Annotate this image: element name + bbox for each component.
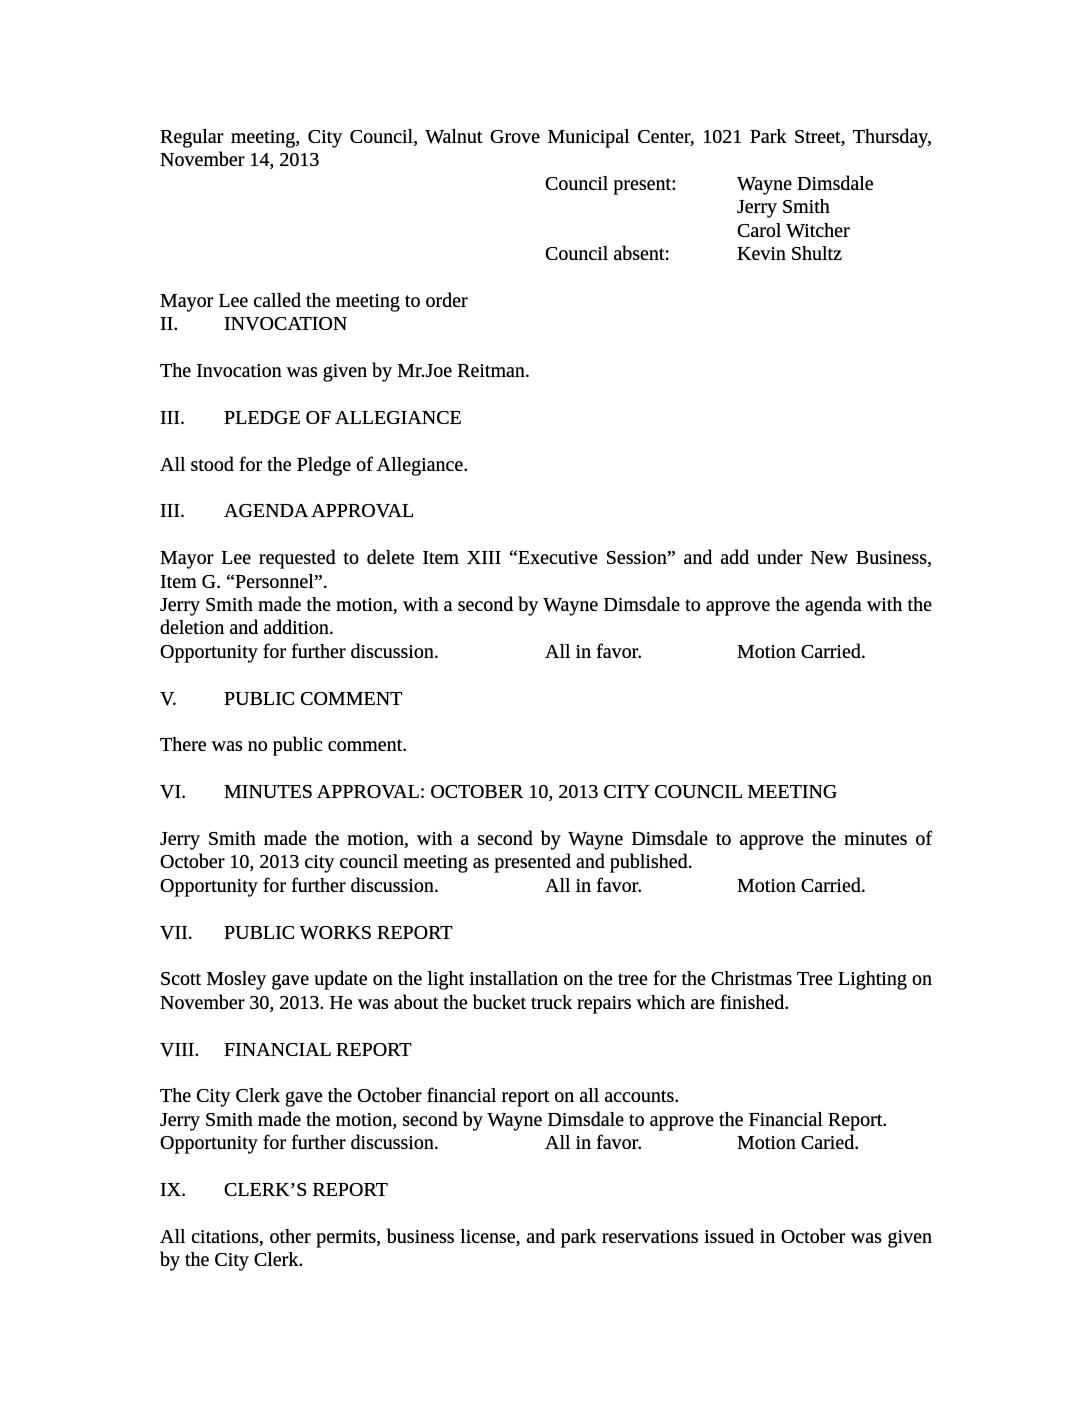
section-title: PUBLIC WORKS REPORT [224,921,453,944]
motion-result-text: Motion Caried. [737,1132,860,1155]
call-to-order-line: Mayor Lee called the meeting to order [160,289,468,312]
council-attendance [160,173,932,267]
section-paragraph: Jerry Smith made the motion, with a second by Wayne Dimsdale to approve the agenda with the deletion and addition. [160,594,932,640]
section-heading-public-works [160,922,932,945]
section-body-clerks-report [160,1226,932,1273]
section-number: VII. [160,921,193,944]
motion-favor-text: All in favor. [545,874,643,897]
section-heading-invocation [160,313,932,336]
council-present-row [160,220,932,243]
council-member-name: Carol Witcher [737,219,850,242]
section-number: VI. [160,781,187,804]
section-body-minutes-approval [160,828,932,898]
section-paragraph: The Invocation was given by Mr.Joe Reitman. [160,360,530,383]
council-absent-row [160,243,932,266]
motion-result-row [160,1132,932,1155]
indent-spacer [160,220,545,243]
council-present-label: Council present: [545,172,677,195]
section-title: PUBLIC COMMENT [224,687,403,710]
section-paragraph: There was no public comment. [160,734,408,757]
section-title: AGENDA APPROVAL [224,500,415,523]
intro-paragraph: Regular meeting, City Council, Walnut Grove Municipal Center, 1021 Park Street, Thursday, November 14, 2013 [160,126,932,172]
indent-spacer [160,173,545,196]
section-number: IX. [160,1179,187,1202]
section-number: V. [160,687,177,710]
section-paragraph: The City Clerk gave the October financial report on all accounts. [160,1085,680,1108]
section-paragraph: Jerry Smith made the motion, with a second by Wayne Dimsdale to approve the minutes of October 10, 2013 city council meeting as presented and published. [160,828,932,874]
section-heading-agenda-approval [160,500,932,523]
section-body-public-comment [160,734,932,757]
section-body-public-works [160,968,932,1015]
council-label-empty [545,196,737,219]
section-number: III. [160,406,185,429]
motion-result-row [160,875,932,898]
council-present-row [160,196,932,219]
section-title: FINANCIAL REPORT [224,1038,412,1061]
section-body-agenda-approval [160,547,932,664]
council-present-row [160,173,932,196]
section-paragraph: Mayor Lee requested to delete Item XIII “Executive Session” and add under New Business, Item G. “Personnel”. [160,547,932,593]
section-title: MINUTES APPROVAL: OCTOBER 10, 2013 CITY COUNCIL MEETING [224,781,838,804]
council-label-empty [545,220,737,243]
council-member-name: Kevin Shultz [737,243,842,266]
section-number: II. [160,313,179,336]
section-heading-pledge [160,407,932,430]
motion-result-text: Motion Carried. [737,874,866,897]
council-absent-label: Council absent: [545,243,670,266]
section-body-invocation [160,360,932,383]
council-member-name: Jerry Smith [737,196,830,219]
section-paragraph: All citations, other permits, business license, and park reservations issued in October was given by the City Clerk. [160,1225,932,1272]
section-paragraph: Scott Mosley gave update on the light installation on the tree for the Christmas Tree Lighting on November 30, 2013. He was about the bucket truck repairs which are finished. [160,968,932,1014]
section-paragraph: All stood for the Pledge of Allegiance. [160,453,469,476]
section-title: CLERK’S REPORT [224,1179,388,1202]
section-title: PLEDGE OF ALLEGIANCE [224,406,462,429]
motion-favor-text: All in favor. [545,1132,643,1155]
section-title: INVOCATION [224,313,348,336]
section-number: III. [160,500,185,523]
indent-spacer [160,196,545,219]
section-paragraph: Jerry Smith made the motion, second by Wayne Dimsdale to approve the Financial Report. [160,1108,888,1131]
motion-discussion-text: Opportunity for further discussion. [160,874,439,897]
section-heading-financial-report [160,1039,932,1062]
motion-result-row [160,641,932,664]
council-member-name: Wayne Dimsdale [737,172,874,195]
section-number: VIII. [160,1038,200,1061]
section-heading-clerks-report [160,1179,932,1202]
section-body-financial-report [160,1085,932,1155]
motion-discussion-text: Opportunity for further discussion. [160,640,439,663]
section-body-pledge [160,454,932,477]
motion-result-text: Motion Carried. [737,640,866,663]
indent-spacer [160,243,545,266]
motion-discussion-text: Opportunity for further discussion. [160,1132,439,1155]
section-heading-public-comment [160,688,932,711]
motion-favor-text: All in favor. [545,640,643,663]
section-heading-minutes-approval [160,781,932,804]
